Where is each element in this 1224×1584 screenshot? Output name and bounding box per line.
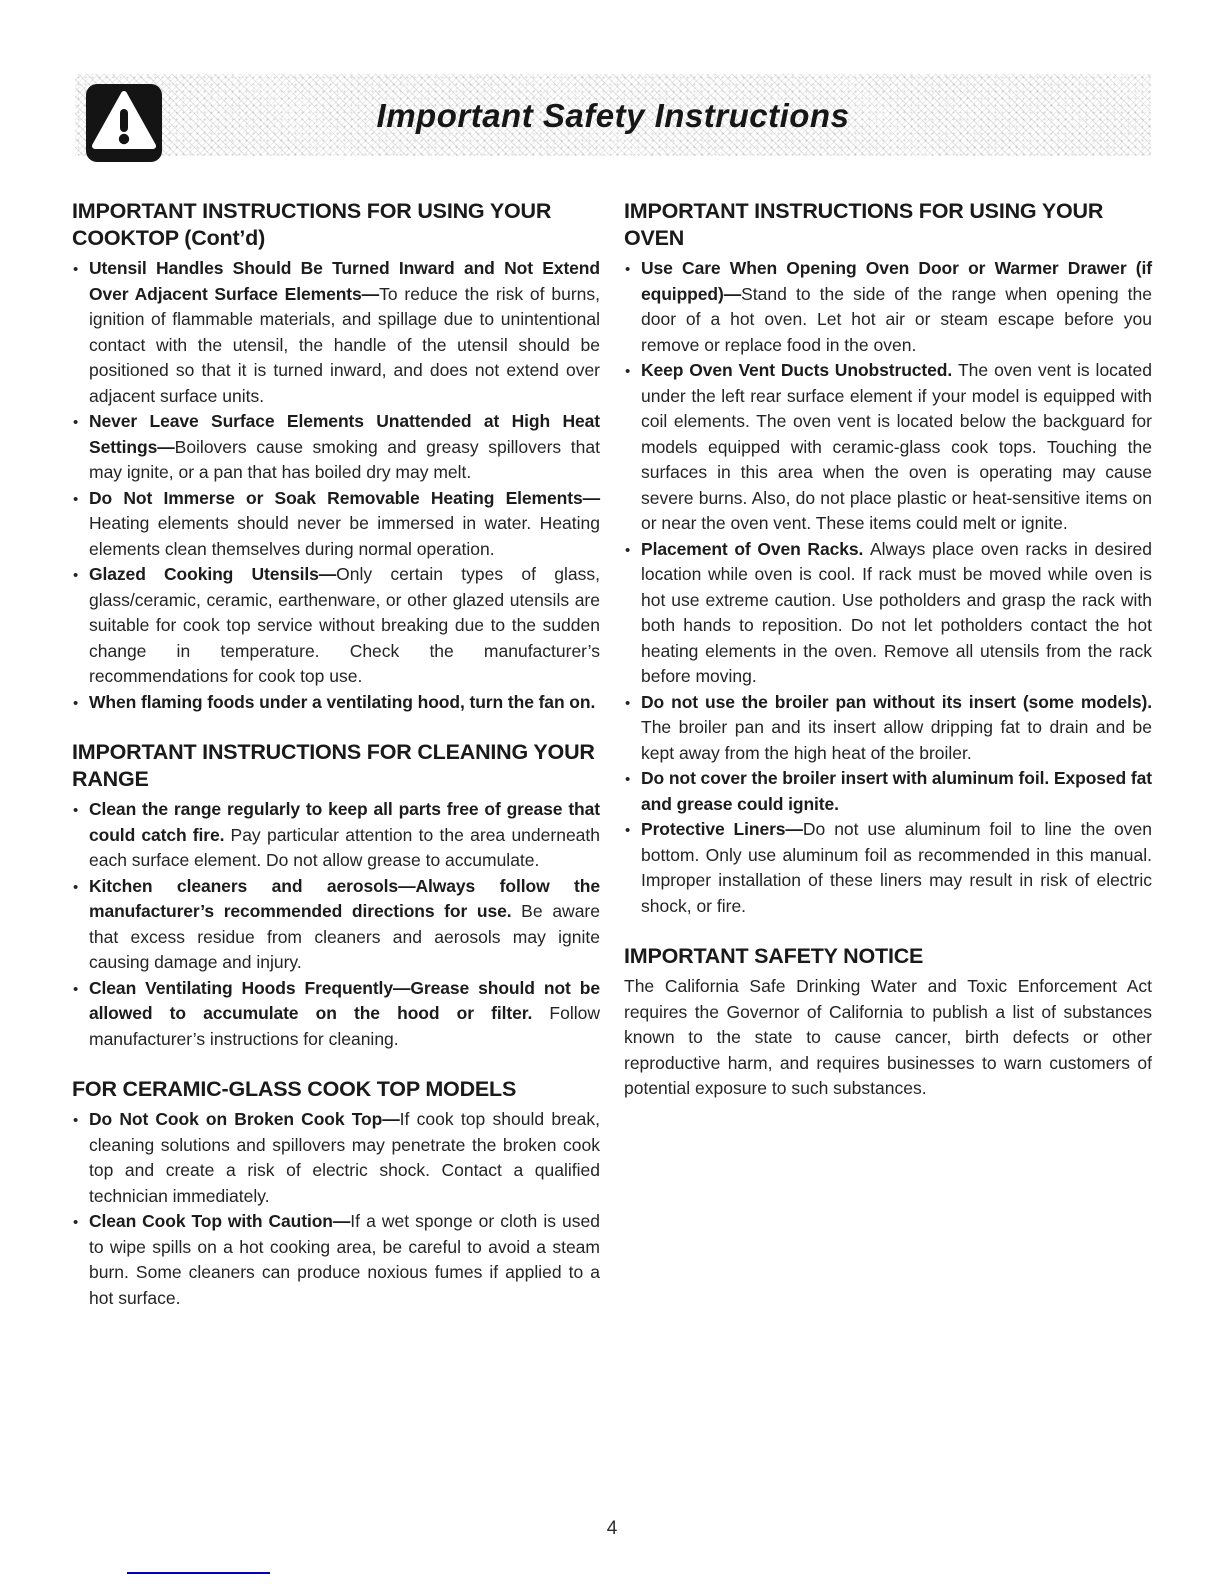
bullet-item: • Use Care When Opening Oven Door or Warmer Drawer (if equipped)—Stand to the side of the range when opening the door of a hot oven. Let hot air or steam escape before you remove or replace food in the oven. [624, 256, 1152, 358]
bullet-item: • Kitchen cleaners and aerosols—Always follow the manufacturer’s recommended directions for use. Be aware that excess residue from cleaners and aerosols may ignite causing damage and injury. [72, 874, 600, 976]
bullet-item [72, 690, 600, 716]
instruction-section [72, 198, 600, 715]
bullet-bold-lead: Placement of Oven Racks. [641, 538, 870, 559]
bullet-item: • Keep Oven Vent Ducts Unobstructed. The oven vent is located under the left rear surface element if your model is equipped with coil elements. The oven vent is located below the backguard for models equipped with ceramic-glass cook tops. Touching the surfaces in this area when the oven is operating may cause severe burns. Also, do not place plastic or heat-sensitive items on or near the oven vent. These items could melt or ignite. [624, 358, 1152, 537]
bullet-item: • Protective Liners—Do not use aluminum foil to line the oven bottom. Only use aluminum foil as recommended in this manual. Improper installation of these liners may result in risk of electric shock, or fire. [624, 817, 1152, 919]
bullet-bold-lead: Do Not Immerse or Soak Removable Heating Elements— [89, 487, 600, 508]
instruction-section [72, 739, 600, 1052]
bullet-bold-lead: Do not use the broiler pan without its insert (some models). [641, 691, 1152, 712]
bullet-item: • Do Not Cook on Broken Cook Top—If cook top should break, cleaning solutions and spillovers may penetrate the broken cook top and create a risk of electric shock. Contact a qualified technician immediately. [72, 1107, 600, 1209]
instruction-section [624, 943, 1152, 1102]
bullet-item: • Glazed Cooking Utensils—Only certain types of glass, glass/ceramic, ceramic, earthenware, or other glazed utensils are suitable for cook top service without breaking due to the sudden change in temperature. Check the manufacturer’s recommendations for cook top use. [72, 562, 600, 690]
bullet-bold-lead: Use Care When Opening Oven Door or Warmer Drawer (if equipped)— [641, 258, 1152, 304]
section-heading: IMPORTANT INSTRUCTIONS FOR USING YOUR OVEN [624, 199, 1104, 250]
instruction-section [72, 1076, 600, 1311]
bullet-bold-lead: Do Not Cook on Broken Cook Top— [89, 1109, 400, 1129]
section-heading: FOR CERAMIC-GLASS COOK TOP MODELS [72, 1077, 517, 1101]
bullet-bold-lead: Utensil Handles Should Be Turned Inward and Not Extend Over Adjacent Surface Elements— [89, 258, 600, 304]
bullet-bold-lead: Never Leave Surface Elements Unattended at High Heat Settings— [89, 411, 600, 457]
bullet-item: • Placement of Oven Racks. Always place oven racks in desired location while oven is cool. If rack must be moved while oven is hot use extreme caution. Use potholders and grasp the rack with both hands to reposition. Do not let potholders contact the hot heating elements in the oven. Remove all utensils from the rack before moving. [624, 537, 1152, 690]
footer-blue-line [127, 1572, 270, 1574]
safety-banner [75, 74, 1151, 156]
bullet-bold-lead: Clean Ventilating Hoods Frequently—Grease should not be allowed to accumulate on the hood or filter. [89, 977, 600, 1023]
section-paragraph: The California Safe Drinking Water and Toxic Enforcement Act requires the Governor of California to publish a list of substances known to the state to cause cancer, birth defects or other reproductive harm, and requires businesses to warn customers of potential exposure to such substances. [624, 976, 1152, 1098]
instruction-section [624, 198, 1152, 919]
bullet-bold-lead: Glazed Cooking Utensils— [89, 564, 337, 584]
page-title: Important Safety Instructions [376, 96, 850, 134]
bullet-item: • Do Not Immerse or Soak Removable Heating Elements—Heating elements should never be immersed in water. Heating elements clean themselves during normal operation. [72, 486, 600, 563]
right-column [624, 198, 1152, 1102]
left-column [72, 198, 600, 1311]
bullet-item [624, 766, 1152, 817]
bullet-item: • Clean Cook Top with Caution—If a wet sponge or cloth is used to wipe spills on a hot cooking area, be careful to avoid a steam burn. Some cleaners can produce noxious fumes if applied to a hot surface. [72, 1209, 600, 1311]
bullet-item: • Do not use the broiler pan without its insert (some models). The broiler pan and its insert allow dripping fat to drain and be kept away from the high heat of the broiler. [624, 690, 1152, 767]
bullet-bold-lead: Clean the range regularly to keep all parts free of grease that could catch fire. [89, 799, 600, 845]
page-number: 4 [606, 1518, 618, 1539]
bullet-bold-lead: Protective Liners— [641, 819, 803, 839]
bullet-item: • Clean Ventilating Hoods Frequently—Grease should not be allowed to accumulate on the hood or filter. Follow manufacturer’s instructions for cleaning. [72, 976, 600, 1053]
bullet-bold-lead: Keep Oven Vent Ducts Unobstructed. [641, 360, 958, 380]
warning-icon [85, 83, 163, 163]
bullet-item: • Clean the range regularly to keep all parts free of grease that could catch fire. Pay particular attention to the area underneath each surface element. Do not allow grease to accumulate. [72, 797, 600, 874]
bullet-item: • Never Leave Surface Elements Unattended at High Heat Settings—Boilovers cause smoking and greasy spillovers that may ignite, or a pan that has boiled dry may melt. [72, 409, 600, 486]
section-heading: IMPORTANT SAFETY NOTICE [624, 944, 924, 968]
bullet-item: • Utensil Handles Should Be Turned Inward and Not Extend Over Adjacent Surface Elements—To reduce the risk of burns, ignition of flammable materials, and spillage due to unintentional contact with the utensil, the handle of the utensil should be positioned so that it is turned inward, and does not extend over adjacent surface units. [72, 256, 600, 409]
bullet-bold-lead: Kitchen cleaners and aerosols—Always follow the manufacturer’s recommended directions for use. [89, 875, 600, 921]
section-heading: IMPORTANT INSTRUCTIONS FOR CLEANING YOUR RANGE [72, 740, 595, 791]
bullet-bold-lead: Do not cover the broiler insert with aluminum foil. Exposed fat and grease could ignite. [641, 768, 1152, 814]
bullet-bold-lead: Clean Cook Top with Caution— [89, 1211, 351, 1231]
section-heading: IMPORTANT INSTRUCTIONS FOR USING YOUR COOKTOP (Cont’d) [72, 199, 552, 250]
bullet-bold-lead: When flaming foods under a ventilating hood, turn the fan on. [89, 691, 596, 712]
